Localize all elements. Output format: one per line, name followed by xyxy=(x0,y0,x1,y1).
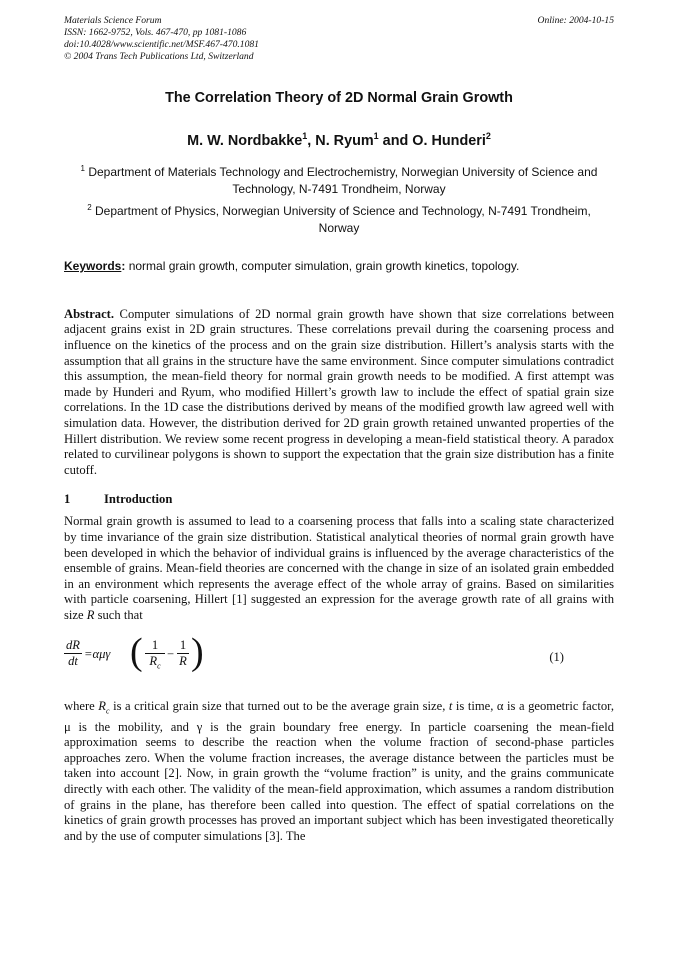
abstract xyxy=(64,307,614,479)
online-date: Online: 2004-10-15 xyxy=(537,15,614,26)
lhs-numerator: dR xyxy=(66,638,80,653)
variable-r: R xyxy=(86,607,95,622)
rc-subscript: c xyxy=(106,707,110,716)
author-list xyxy=(64,127,614,150)
affil-text: Department of Materials Technology and Electrochemistry, Norwegian University of Science and Technology, N-7491 Trondheim, Norway xyxy=(88,164,598,196)
f1-subscript: c xyxy=(157,662,161,671)
section-title: Introduction xyxy=(104,492,173,507)
author-affil-mark: 1 xyxy=(302,131,308,141)
author-name: N. Ryum xyxy=(315,132,374,149)
f2-numerator: 1 xyxy=(179,638,187,653)
author-name: O. Hunderi xyxy=(412,132,486,149)
lhs-fraction xyxy=(64,638,82,669)
affiliation-1 xyxy=(64,164,614,198)
keywords: Keywords: normal grain growth, computer simulation, grain growth kinetics, topology. xyxy=(64,258,520,273)
keywords-text: normal grain growth, computer simulation, grain growth kinetics, topology. xyxy=(128,258,520,273)
paper-title: The Correlation Theory of 2D Normal Grain Growth xyxy=(165,90,513,106)
paper-page xyxy=(64,15,614,844)
affil-mark: 1 xyxy=(80,163,85,173)
author-affil-mark: 2 xyxy=(485,131,491,141)
equation-1 xyxy=(64,631,614,684)
affiliation-2 xyxy=(64,203,614,237)
section-number: 1 xyxy=(64,492,71,507)
text-part-1: is a critical grain size that turned out to be the average grain size, xyxy=(109,699,449,714)
affil-text: Department of Physics, Norwegian University of Science and Technology, N-7491 Trondheim, Norway xyxy=(94,203,591,235)
copyright-line: © 2004 Trans Tech Publications Ltd, Switzerland xyxy=(64,51,254,62)
f1-numerator: 1 xyxy=(151,638,159,653)
abstract-label: Abstract. xyxy=(64,306,115,321)
equation-number: (1) xyxy=(549,650,564,665)
f1-denominator: $R_c$ xyxy=(145,653,165,671)
header-row xyxy=(64,15,614,27)
affil-mark: 2 xyxy=(87,202,92,212)
journal-name: Materials Science Forum xyxy=(64,15,162,26)
right-paren: ) xyxy=(191,631,204,674)
minus-sign: − xyxy=(167,647,175,662)
text-part-2: is time, α is a geometric factor, μ is the mobility, and γ is the grain boundary free energy. In particle coarsening the mean-field approximation seems to describe the reaction when the volume fraction of second-phase particles approaches zero. When the volume fraction increases, the average distance between the particles must be taken into account [2]. Now, in grain growth the “volume fraction” is unity, and the grains communicate directly with each other. The validity of the mean-field approximation, which assumes a random distribution of grains in the plane, has therefore been called into question. The effect of spatial correlations on the kinetics of grain growth processes has proved an important subject which has been investigated theoretically and by the use of computer simulations [3]. The xyxy=(64,699,614,843)
issn-line: ISSN: 1662-9752, Vols. 467-470, pp 1081-1086 xyxy=(64,27,247,38)
lhs-denominator: dt xyxy=(64,653,82,669)
f2-denominator: R xyxy=(177,653,189,669)
intro-text: Normal grain growth is assumed to lead to a coarsening process that falls into a scaling state characterized by time invariance of the grain size distribution. Statistical analytical theories of normal grain growth have been developed in which the behavior of individual grains is influenced by the average characteristics of the ensemble of grains. Mean-field theories are concerned with the change in size of an isolated grain embedded in an environment which represents the average effect of the whole array of grains. Based on similarities with particle coarsening, Hillert [1] suggested an expression for the average growth rate of all grains with size xyxy=(64,514,614,622)
variable-t: t xyxy=(448,699,453,714)
keywords-label: Keywords xyxy=(64,258,122,273)
author-separator: and xyxy=(378,132,413,149)
intro-text-end: such that xyxy=(94,607,143,622)
intro-paragraph-2 xyxy=(64,699,614,844)
author-name: M. W. Nordbakke xyxy=(187,132,303,149)
fraction-1 xyxy=(145,638,165,671)
intro-paragraph-1 xyxy=(64,514,614,623)
author-affil-mark: 1 xyxy=(373,131,379,141)
variable-rc: R xyxy=(98,699,106,714)
author-separator: , xyxy=(307,132,316,149)
left-paren: ( xyxy=(130,631,143,674)
abstract-text: Computer simulations of 2D normal grain growth have shown that size correlations between adjacent grains exist in 2D grain structures. These correlations prevail during the coarsening process and influence on the kinetics of the process and on the grain size distribution. Hillert’s analysis starts with the assumption that all grains in the structure have the same environment. Since computer simulations contradict this assumption, the mean-field theory for normal grain growth needs to be modified. A first attempt was made by Hunderi and Ryum, who modified Hillert’s growth law to include the effect of spatial grain size correlations. In the 1D case the distributions derived by means of the modified growth law agreed well with simulation data. However, the distribution derived for 2D grain growth retained unwanted properties of the Hillert distribution. We review some recent progress in developing a mean-field statistical theory. A paradox related to curvilinear polygons is shown to support the expectation that the grain size distribution has a finite cutoff. xyxy=(64,306,614,477)
fraction-2 xyxy=(177,638,189,669)
equation-mid: =αμγ xyxy=(84,647,111,662)
text-where: where xyxy=(64,699,99,714)
doi-line: doi:10.4028/www.scientific.net/MSF.467-470.1081 xyxy=(64,39,259,50)
section-heading xyxy=(64,491,614,507)
